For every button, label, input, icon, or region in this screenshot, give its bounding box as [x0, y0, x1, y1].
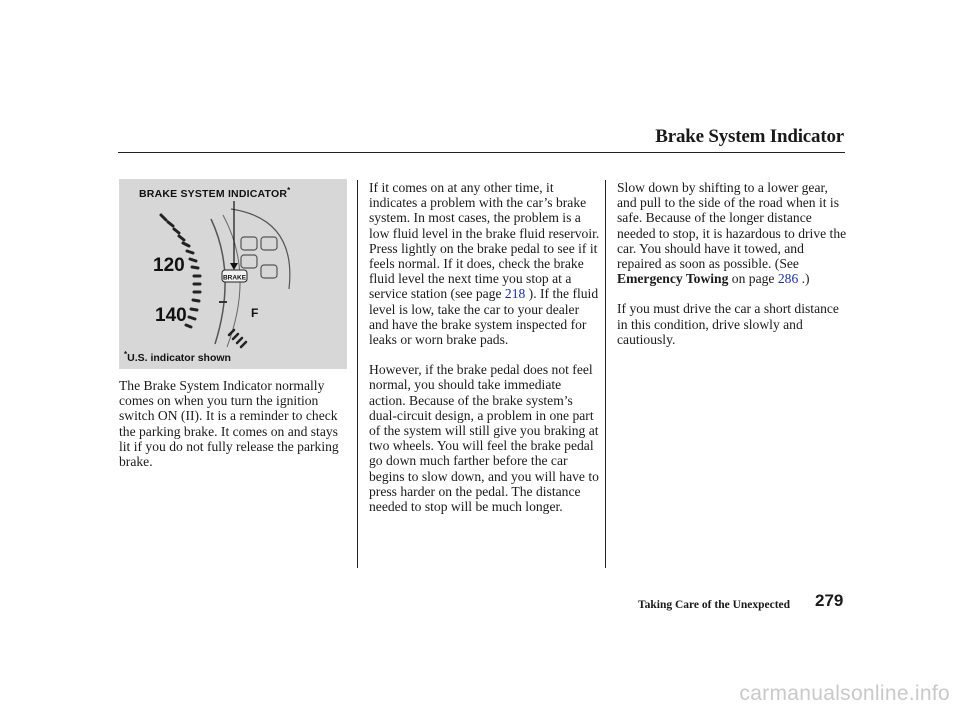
figure-caption-star: * [124, 350, 128, 359]
column-divider-1 [357, 180, 358, 568]
column-divider-2 [605, 180, 606, 568]
column-1 [119, 378, 351, 469]
col3-paragraph-1 [617, 180, 849, 286]
col3-paragraph-2: If you must drive the car a short distance in this condition, drive slowly and cautiously. [617, 301, 839, 347]
col3-paragraph-1-text-a: Slow down by shifting to a lower gear, and pull to the side of the road when it is safe. Because of the longer distance needed to stop, it is hazardous to drive the car. You should have it towed, and repaired as soon as possible. (See [617, 180, 847, 272]
col3-paragraph-1-text-c: .) [798, 271, 810, 287]
col3-paragraph-1-text-b: on page [728, 271, 778, 287]
brake-indicator-text: BRAKE [222, 274, 247, 282]
footer-section-title: Taking Care of the Unexpected [638, 599, 791, 611]
col2-paragraph-1-text-b: ). If the fluid level is low, take the car to your dealer and have the brake system inspected for leaks or worn brake pads. [369, 286, 599, 348]
col2-paragraph-1-text-a: If it comes on at any other time, it indicates a problem with the car’s brake system. In most cases, the problem is a low fluid level in the brake fluid reservoir. Press lightly on the brake pedal to see if it feels normal. If it does, check the brake fluid level the next time you stop at a service station (see page [369, 180, 600, 302]
page-link-286[interactable]: 286 [777, 271, 799, 287]
figure-caption [124, 352, 231, 364]
figure-label-text: BRAKE SYSTEM INDICATOR [139, 188, 288, 200]
watermark: carmanualsonline.info [739, 682, 950, 705]
column-3 [617, 180, 849, 347]
gauge-number-140: 140 [155, 305, 187, 326]
col2-paragraph-1 [369, 180, 601, 347]
page-title: Brake System Indicator [655, 126, 844, 147]
instrument-cluster-illustration [119, 179, 347, 369]
page-link-218[interactable]: 218 [504, 286, 526, 302]
title-rule [118, 152, 845, 153]
gauge-number-120: 120 [153, 255, 185, 276]
fuel-gauge-letter: F [251, 306, 259, 320]
figure-label-star: * [287, 186, 291, 195]
page-number: 279 [815, 591, 844, 610]
emergency-towing-reference: Emergency Towing [617, 271, 729, 287]
brake-indicator-figure [119, 179, 347, 369]
column-2 [369, 180, 601, 514]
col1-paragraph-1: The Brake System Indicator normally comes on when you turn the ignition switch ON (II). It is a reminder to check the parking brake. It comes on and stays lit if you do not fully release the parking brake. [119, 378, 339, 470]
col2-paragraph-2: However, if the brake pedal does not feel normal, you should take immediate action. Because of the brake system’s dual-circuit design, a problem in one part of the system will still give you braking at two wheels. You will feel the brake pedal go down much farther before the car begins to slow down, and you will have to press harder on the pedal. The distance needed to stop will be much longer. [369, 362, 599, 515]
figure-caption-text: U.S. indicator shown [127, 352, 231, 364]
